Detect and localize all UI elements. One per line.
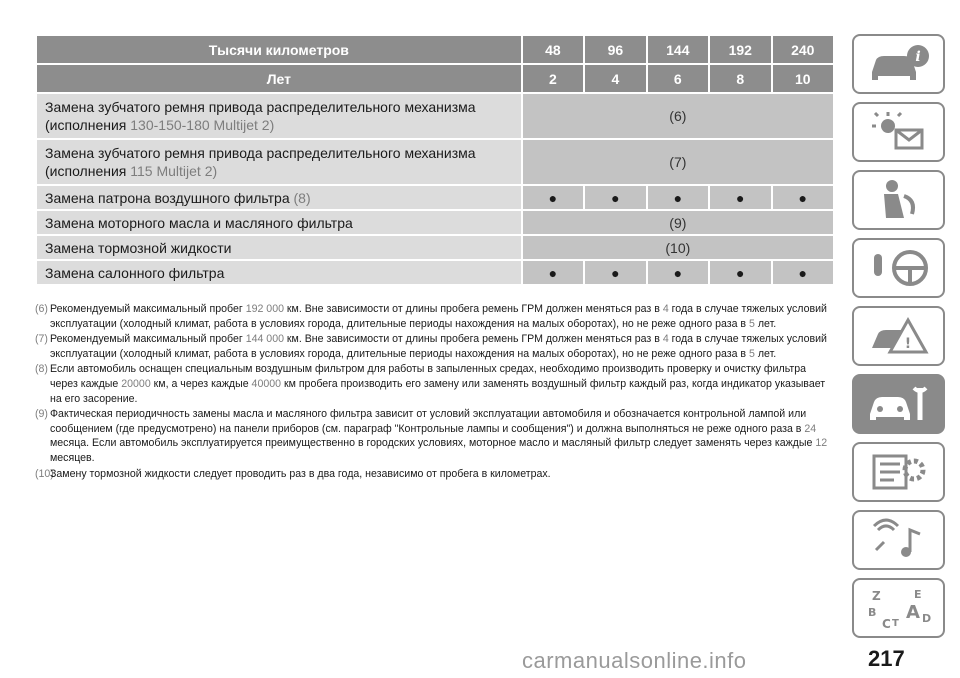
row-value: (10) <box>523 236 833 259</box>
svg-text:i: i <box>914 49 921 65</box>
header-year-value: 10 <box>773 65 834 92</box>
multimedia-icon <box>864 518 934 562</box>
svg-text:D: D <box>921 612 931 625</box>
footnote: (10) Замену тормозной жидкости следует проводить раз в два года, независимо от пробега в километрах. <box>35 467 551 480</box>
svg-text:C: C <box>881 617 891 630</box>
bullet-mark: ● <box>710 186 770 209</box>
tab-technical-data[interactable] <box>852 442 945 502</box>
emergency-icon <box>864 314 934 358</box>
bullet-mark: ● <box>585 186 645 209</box>
header-row-years <box>37 65 833 92</box>
header-km-value: 192 <box>710 36 770 63</box>
car-info-icon <box>864 42 934 86</box>
header-year-value: 8 <box>710 65 770 92</box>
tab-car-info[interactable] <box>852 34 945 94</box>
row-label: Замена тормозной жидкости <box>37 236 521 259</box>
bullet-mark: ● <box>523 261 583 284</box>
footnote: (6) Рекомендуемый максимальный пробег 192 000 км. Вне зависимости от длины пробега ремень ГРМ должен меняться раз в 4 года в случае тяжелых условий эксплуатации (холодный климат, работа в условиях города, длительные периоды нахождения на малых оборотах), но не реже одного раза в 5 лет. <box>35 303 827 330</box>
bullet-mark: ● <box>773 186 834 209</box>
footnotes <box>35 302 835 482</box>
header-year-value: 4 <box>585 65 645 92</box>
header-years-label: Лет <box>37 65 521 92</box>
tab-warning-lights[interactable] <box>852 102 945 162</box>
svg-text:Z: Z <box>871 589 881 603</box>
table-row <box>37 261 833 284</box>
tab-emergency[interactable] <box>852 306 945 366</box>
chapter-tabs <box>852 34 945 646</box>
header-km-label: Тысячи километров <box>37 36 521 63</box>
header-km-value: 48 <box>523 36 583 63</box>
row-value: (6) <box>523 94 833 138</box>
tab-multimedia[interactable] <box>852 510 945 570</box>
bullet-mark: ● <box>523 186 583 209</box>
footnote: (9) Фактическая периодичность замены масла и масляного фильтра зависит от условий эксплуатации автомобиля и обозначается контрольной лампой или сообщением (где предусмотрено) на панели приборов (см. параграф "Контрольные лампы и сообщения") и должна выполняться не реже одного раза в 24 месяца. Если автомобиль эксплуатируется преимущественно в городских условиях, моторное масло и масляный фильтр следует заменять через каждые 12 месяцев. <box>35 408 828 464</box>
header-year-value: 2 <box>523 65 583 92</box>
header-km-value: 96 <box>585 36 645 63</box>
header-km-value: 144 <box>648 36 708 63</box>
row-label: Замена зубчатого ремня привода распределительного механизма (исполнения 130-150-180 Multijet 2) <box>37 94 521 138</box>
index-letters-icon <box>864 586 934 630</box>
svg-text:!: ! <box>904 336 911 352</box>
watermark: carmanualsonline.info <box>522 648 747 673</box>
table-row <box>37 236 833 259</box>
maintenance-icon <box>864 382 934 426</box>
header-row-km <box>37 36 833 63</box>
warning-lights-icon <box>864 110 934 154</box>
table-row <box>37 140 833 184</box>
bullet-mark: ● <box>585 261 645 284</box>
row-value: (7) <box>523 140 833 184</box>
row-value: (9) <box>523 211 833 234</box>
table-row <box>37 211 833 234</box>
row-label: Замена салонного фильтра <box>37 261 521 284</box>
bullet-mark: ● <box>710 261 770 284</box>
tab-index[interactable] <box>852 578 945 638</box>
header-year-value: 6 <box>648 65 708 92</box>
tab-maintenance[interactable] <box>852 374 945 434</box>
tab-safety[interactable] <box>852 170 945 230</box>
bullet-mark: ● <box>648 261 708 284</box>
starting-driving-icon <box>864 246 934 290</box>
table-row <box>37 186 833 209</box>
bullet-mark: ● <box>648 186 708 209</box>
svg-text:A: A <box>905 602 920 623</box>
svg-text:E: E <box>913 588 922 601</box>
table-row <box>37 94 833 138</box>
svg-text:B: B <box>867 606 876 619</box>
row-label: Замена патрона воздушного фильтра (8) <box>37 186 521 209</box>
header-km-value: 240 <box>773 36 834 63</box>
footnote: (8) Если автомобиль оснащен специальным воздушным фильтром для работы в запыленных средах, необходимо производить проверку и очистку фильтра через каждые 20000 км, а через каждые 40000 км пробега производить его замену или заменять воздушный фильтр каждый раз, когда индикатор указывает на его засорение. <box>35 363 826 405</box>
page-number: 217 <box>868 646 905 671</box>
row-label: Замена зубчатого ремня привода распределительного механизма (исполнения 115 Multijet 2) <box>37 140 521 184</box>
bullet-mark: ● <box>773 261 834 284</box>
svg-text:T: T <box>891 618 899 629</box>
footnote: (7) Рекомендуемый максимальный пробег 144 000 км. Вне зависимости от длины пробега ремень ГРМ должен меняться раз в 4 года в случае тяжелых условий эксплуатации (холодный климат, работа в условиях города, длительные периоды нахождения на малых оборотах), но не реже одного раза в 5 лет. <box>35 333 827 360</box>
row-label: Замена моторного масла и масляного фильтра <box>37 211 521 234</box>
technical-data-icon <box>864 450 934 494</box>
safety-icon <box>864 178 934 222</box>
tab-starting-driving[interactable] <box>852 238 945 298</box>
maintenance-schedule-table <box>35 34 835 286</box>
